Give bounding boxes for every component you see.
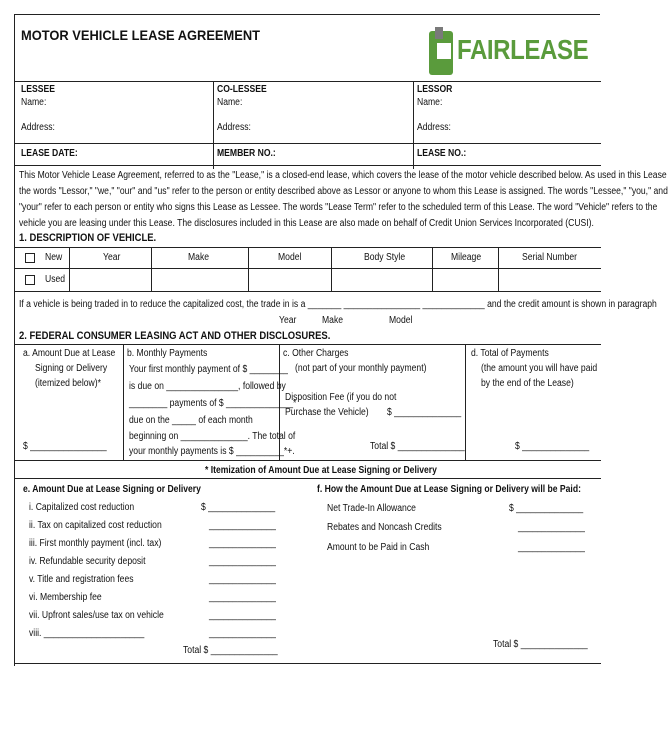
colessee-label: CO-LESSEE: [217, 84, 267, 95]
logo-mark-notch: [437, 43, 451, 59]
itemization-item-other[interactable]: viii. _____________________: [29, 628, 145, 639]
trade-model-label: Model: [389, 315, 413, 326]
itemization-item: v. Title and registration fees: [29, 574, 134, 585]
divider: [15, 344, 601, 345]
itemization-amount-field[interactable]: ______________: [209, 574, 276, 585]
divider: [15, 478, 601, 479]
intro-line: vehicle you are leasing under this Lease. The disclosures included in this Lease are also made on behalf of Credit Union Services Incorporated (CUSI).: [19, 218, 594, 229]
itemization-amount-field[interactable]: ______________: [209, 556, 276, 567]
payment-method-item: Net Trade-In Allowance: [327, 503, 416, 514]
divider: [15, 460, 601, 461]
form-title: MOTOR VEHICLE LEASE AGREEMENT: [21, 27, 261, 43]
divider: [413, 81, 414, 169]
itemization-amount-field[interactable]: $ ______________: [201, 502, 276, 513]
amount-due-note: (itemized below)*: [35, 378, 101, 389]
itemization-item: vi. Membership fee: [29, 592, 102, 603]
itemization-item: vii. Upfront sales/use tax on vehicle: [29, 610, 164, 621]
itemization-amount-field[interactable]: ______________: [209, 538, 276, 549]
itemization-heading: * Itemization of Amount Due at Lease Signing or Delivery: [205, 465, 437, 476]
payment-method-heading: f. How the Amount Due at Lease Signing or Delivery will be Paid:: [317, 484, 581, 495]
monthly-payment-line[interactable]: due on the _____ of each month: [129, 415, 253, 426]
monthly-payment-line[interactable]: your monthly payments is $ __________*+.: [129, 446, 295, 457]
divider: [432, 247, 433, 291]
trade-in-allowance-field[interactable]: $ ______________: [509, 503, 584, 514]
amount-due-subheading: Signing or Delivery: [35, 363, 108, 374]
itemization-item: i. Capitalized cost reduction: [29, 502, 135, 513]
other-charges-heading: c. Other Charges: [283, 348, 349, 359]
itemization-amount-field[interactable]: ______________: [209, 628, 276, 639]
itemization-item: ii. Tax on capitalized cost reduction: [29, 520, 162, 531]
lessee-address-field[interactable]: Address:: [21, 122, 55, 133]
intro-line: "your" refer to each person or entity who signs this Lease as Lessee. The words "Lease Term" refer to the scheduled term of this Lease. The word "Vehicle" refers to the: [19, 202, 658, 213]
amount-due-heading: a. Amount Due at Lease: [23, 348, 116, 359]
lease-date-field[interactable]: LEASE DATE:: [21, 148, 78, 159]
lessor-address-field[interactable]: Address:: [417, 122, 451, 133]
amount-due-total-field[interactable]: $ ________________: [23, 441, 107, 452]
other-charges-note: (not part of your monthly payment): [295, 363, 427, 374]
disposition-fee-label: Purchase the Vehicle): [285, 407, 369, 418]
payment-method-item: Rebates and Noncash Credits: [327, 522, 442, 533]
lessor-label: LESSOR: [417, 84, 453, 95]
divider: [331, 247, 332, 291]
divider: [151, 247, 152, 291]
divider: [465, 344, 466, 460]
divider: [15, 143, 601, 144]
lessee-name-field[interactable]: Name:: [21, 97, 47, 108]
monthly-payment-line[interactable]: is due on _______________, followed by: [129, 381, 286, 392]
lease-no-field[interactable]: LEASE NO.:: [417, 148, 467, 159]
monthly-payment-line[interactable]: Your first monthly payment of $ ________: [129, 364, 288, 375]
disposition-fee-label: Disposition Fee (if you do not: [285, 392, 397, 403]
payment-total-field[interactable]: Total $ ______________: [493, 639, 588, 650]
trade-make-label: Make: [322, 315, 344, 326]
divider: [213, 81, 214, 169]
itemization-amount-field[interactable]: ______________: [209, 610, 276, 621]
year-column-header: Year: [103, 252, 121, 263]
monthly-payment-line[interactable]: ________ payments of $ ______________*: [129, 398, 297, 409]
member-no-field[interactable]: MEMBER NO.:: [217, 148, 276, 159]
divider: [15, 663, 601, 664]
total-payments-heading: d. Total of Payments: [471, 348, 549, 359]
lessee-label: LESSEE: [21, 84, 55, 95]
divider: [15, 291, 601, 292]
rebates-field[interactable]: ______________: [518, 522, 585, 533]
serial-number-column-header: Serial Number: [522, 252, 577, 263]
monthly-payments-heading: b. Monthly Payments: [127, 348, 208, 359]
divider: [498, 247, 499, 291]
payment-method-item: Amount to be Paid in Cash: [327, 542, 430, 553]
lease-form: [14, 14, 668, 666]
divider: [15, 247, 601, 248]
make-column-header: Make: [188, 252, 210, 263]
intro-line: This Motor Vehicle Lease Agreement, referred to as the "Lease," is a closed-end lease, which covers the lease of the motor vehicle described below. As used in this Lease: [19, 170, 667, 181]
divider: [69, 247, 70, 291]
new-checkbox[interactable]: [25, 253, 35, 263]
divider: [123, 344, 124, 460]
itemization-e-heading: e. Amount Due at Lease Signing or Delivery: [23, 484, 201, 495]
itemization-item: iv. Refundable security deposit: [29, 556, 146, 567]
total-payments-note: (the amount you will have paid: [481, 363, 598, 374]
mileage-column-header: Mileage: [451, 252, 482, 263]
federal-section-heading: 2. FEDERAL CONSUMER LEASING ACT AND OTHER DISCLOSURES.: [19, 330, 331, 342]
divider: [15, 268, 601, 269]
itemization-amount-field[interactable]: ______________: [209, 520, 276, 531]
total-payments-note: by the end of the Lease): [481, 378, 574, 389]
itemization-item: iii. First monthly payment (incl. tax): [29, 538, 162, 549]
total-payments-field[interactable]: $ ______________: [515, 441, 590, 452]
new-label: New: [45, 252, 63, 263]
other-charges-total-field[interactable]: Total $ ______________: [370, 441, 465, 452]
logo-wordmark: FAIRLEASE: [457, 34, 589, 65]
trade-year-label: Year: [279, 315, 297, 326]
used-label: Used: [45, 274, 66, 285]
divider: [15, 165, 601, 166]
trade-in-line: If a vehicle is being traded in to reduce the capitalized cost, the trade in is a _______ ________________ _____________ and the credit amount is shown in paragraph: [19, 299, 657, 310]
vehicle-section-heading: 1. DESCRIPTION OF VEHICLE.: [19, 232, 157, 244]
itemization-total-field[interactable]: Total $ ______________: [183, 645, 278, 656]
lessor-name-field[interactable]: Name:: [417, 97, 443, 108]
logo-mark-top: [435, 27, 443, 39]
model-column-header: Model: [278, 252, 302, 263]
monthly-payment-line[interactable]: beginning on ______________. The total of: [129, 431, 296, 442]
colessee-name-field[interactable]: Name:: [217, 97, 243, 108]
cash-amount-field[interactable]: ______________: [518, 542, 585, 553]
disposition-fee-field[interactable]: $ ______________: [387, 407, 462, 418]
used-checkbox[interactable]: [25, 275, 35, 285]
itemization-amount-field[interactable]: ______________: [209, 592, 276, 603]
divider: [248, 247, 249, 291]
colessee-address-field[interactable]: Address:: [217, 122, 251, 133]
divider: [15, 81, 601, 82]
intro-line: the words "Lessor," "we," "our" and "us" refer to the person or entity described above as Lessor or anyone to whom this Lease is assigned. The words "Lessee," "you," and: [19, 186, 668, 197]
intro-paragraph: [19, 168, 668, 232]
body-style-column-header: Body Style: [364, 252, 406, 263]
